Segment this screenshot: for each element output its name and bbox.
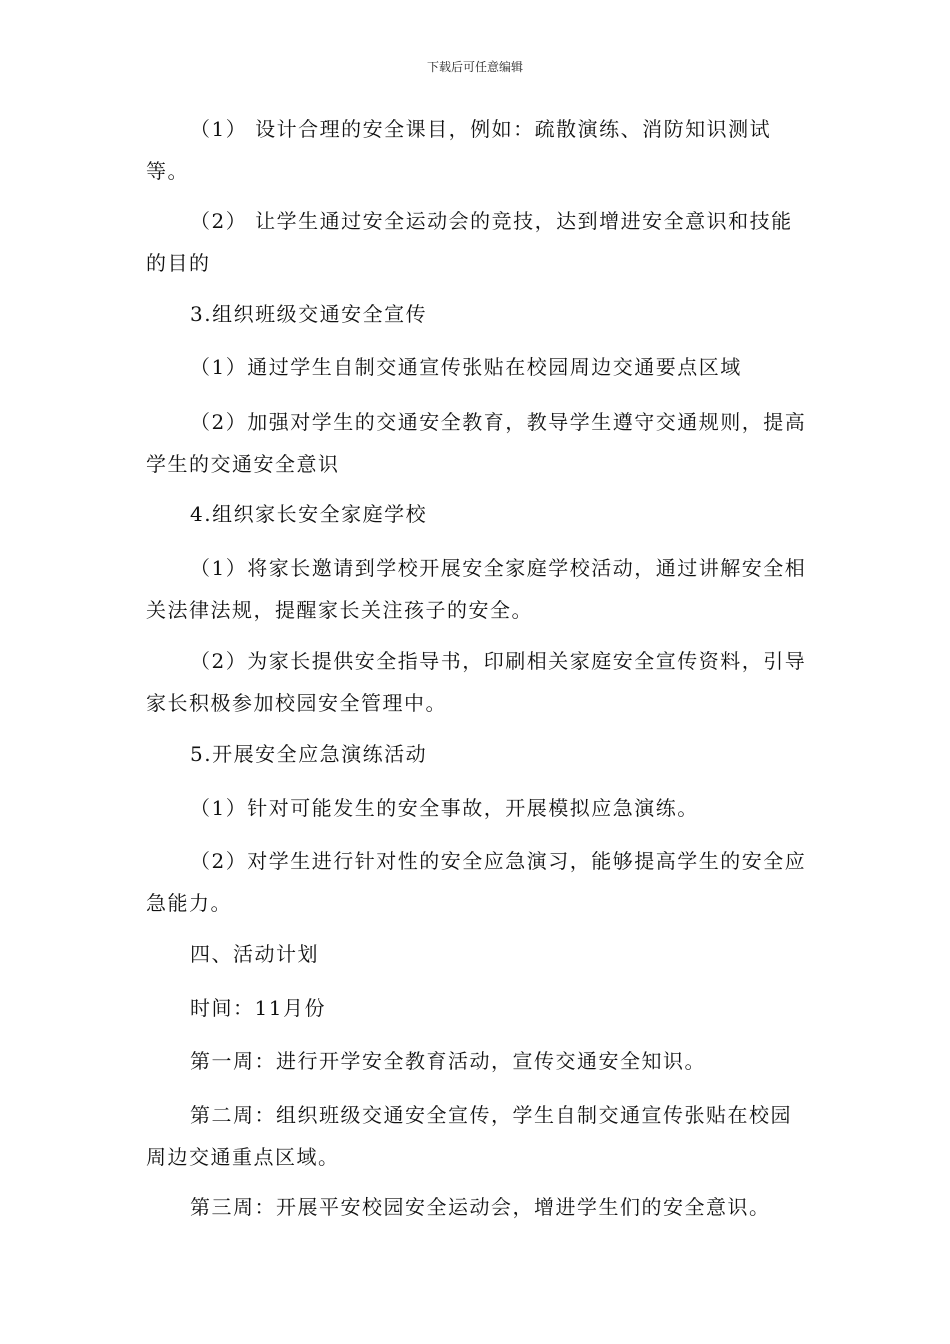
plan-week-1: 第一周：进行开学安全教育活动，宣传交通安全知识。 (190, 1049, 706, 1073)
paragraph-item-5-1: （1）针对可能发生的安全事故，开展模拟应急演练。 (190, 796, 699, 820)
section-heading-5: 5.开展安全应急演练活动 (190, 742, 428, 766)
plan-week-2: 第二周：组织班级交通安全宣传，学生自制交通宣传张贴在校园周边交通重点区域。 (146, 1103, 792, 1169)
paragraph-item-3-1: （1）通过学生自制交通宣传张贴在校园周边交通要点区域 (190, 355, 742, 379)
plan-week-3: 第三周：开展平安校园安全运动会，增进学生们的安全意识。 (190, 1195, 771, 1219)
section-heading-plan: 四、活动计划 (190, 942, 319, 966)
paragraph-item-4-2: （2）为家长提供安全指导书，印刷相关家庭安全宣传资料，引导家长积极参加校园安全管理中。 (146, 649, 807, 715)
header-note: 下载后可任意编辑 (426, 60, 523, 74)
section-heading-3: 3.组织班级交通安全宣传 (190, 302, 428, 326)
paragraph-item-1-1: （1） 设计合理的安全课目，例如：疏散演练、消防知识测试等。 (146, 117, 772, 183)
paragraph-item-3-2: （2）加强对学生的交通安全教育，教导学生遵守交通规则，提高学生的交通安全意识 (146, 410, 807, 476)
paragraph-item-4-1: （1）将家长邀请到学校开展安全家庭学校活动，通过讲解安全相关法律法规，提醒家长关注孩子的安全。 (146, 556, 807, 622)
section-heading-4: 4.组织家长安全家庭学校 (190, 502, 428, 526)
paragraph-item-5-2: （2）对学生进行针对性的安全应急演习，能够提高学生的安全应急能力。 (146, 849, 807, 915)
plan-time: 时间：11月份 (190, 996, 326, 1020)
paragraph-item-1-2: （2） 让学生通过安全运动会的竞技，达到增进安全意识和技能的目的 (146, 209, 793, 275)
